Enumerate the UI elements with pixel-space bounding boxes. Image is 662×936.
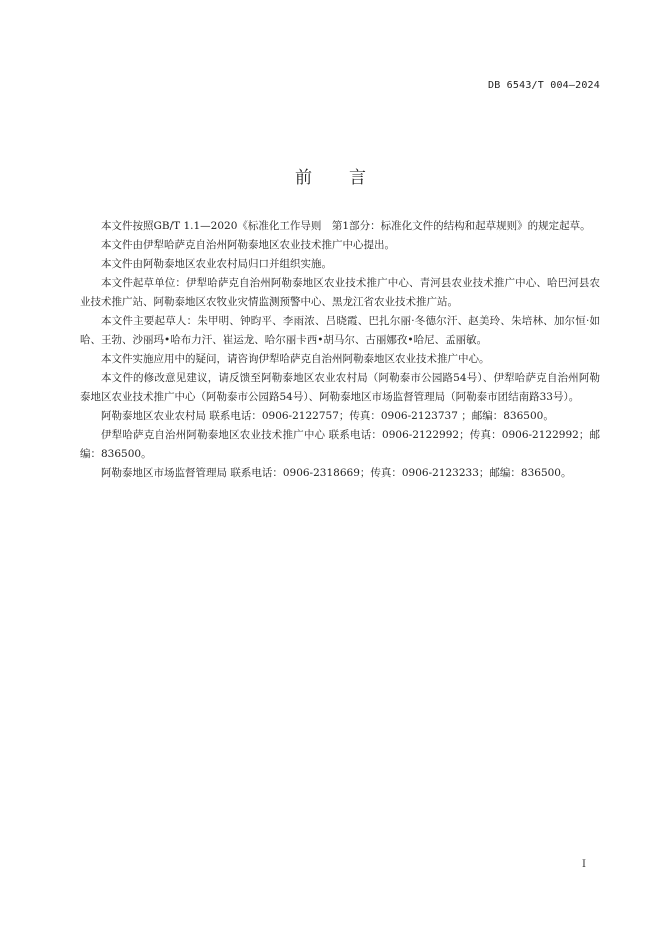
paragraph-drafting-units: 本文件起草单位：伊犁哈萨克自治州阿勒泰地区农业技术推广中心、青河县农业技术推广中心、哈巴河县农业技术推广站、阿勒泰地区农牧业灾情监测预警中心、黑龙江省农业技术推广站。	[80, 277, 600, 308]
page-title	[0, 163, 662, 188]
paragraph-contact-center: 伊犁哈萨克自治州阿勒泰地区农业技术推广中心 联系电话：0906-2122992；传真：0906-2122992；邮编：836500。	[80, 429, 600, 460]
paragraph-contact-bureau: 阿勒泰地区农业农村局 联系电话：0906-2122757；传真：0906-2123737 ；邮编：836500。	[101, 410, 554, 422]
paragraph-drafting-basis: 本文件按照GB/T 1.1—2020《标准化工作导则 第1部分：标准化文件的结构和起草规则》的规定起草。	[101, 220, 591, 232]
paragraph-administrator: 本文件由阿勒泰地区农业农村局归口并组织实施。	[101, 258, 332, 270]
paragraph-feedback: 本文件的修改意见建议，请反馈至阿勒泰地区农业农村局（阿勒泰市公园路54号）、伊犁哈萨克自治州阿勒泰地区农业技术推广中心（阿勒泰市公园路54号）、阿勒泰地区市场监督管理局（阿勒泰市团结南路33号）。	[80, 372, 600, 403]
document-code: DB 6543/T 004—2024	[488, 80, 600, 91]
paragraph-inquiries: 本文件实施应用中的疑问，请咨询伊犁哈萨克自治州阿勒泰地区农业技术推广中心。	[101, 353, 490, 365]
title-char-1: 前	[295, 168, 313, 188]
paragraph-contact-market: 阿勒泰地区市场监督管理局 联系电话：0906-2318669；传真：0906-2123233；邮编：836500。	[101, 467, 572, 479]
title-char-2: 言	[349, 168, 367, 188]
paragraph-drafters: 本文件主要起草人：朱甲明、钟昀平、李雨浓、吕晓霞、巴扎尔丽·冬德尔汗、赵美玲、朱培林、加尔恒·如哈、王勃、沙丽玛•哈布力汗、崔运龙、哈尔丽卡西•胡马尔、古丽娜孜•哈尼、孟丽敏。	[80, 315, 600, 346]
paragraph-proposer: 本文件由伊犁哈萨克自治州阿勒泰地区农业技术推广中心提出。	[101, 239, 395, 251]
page-number: I	[582, 859, 586, 870]
foreword-body	[80, 217, 600, 483]
